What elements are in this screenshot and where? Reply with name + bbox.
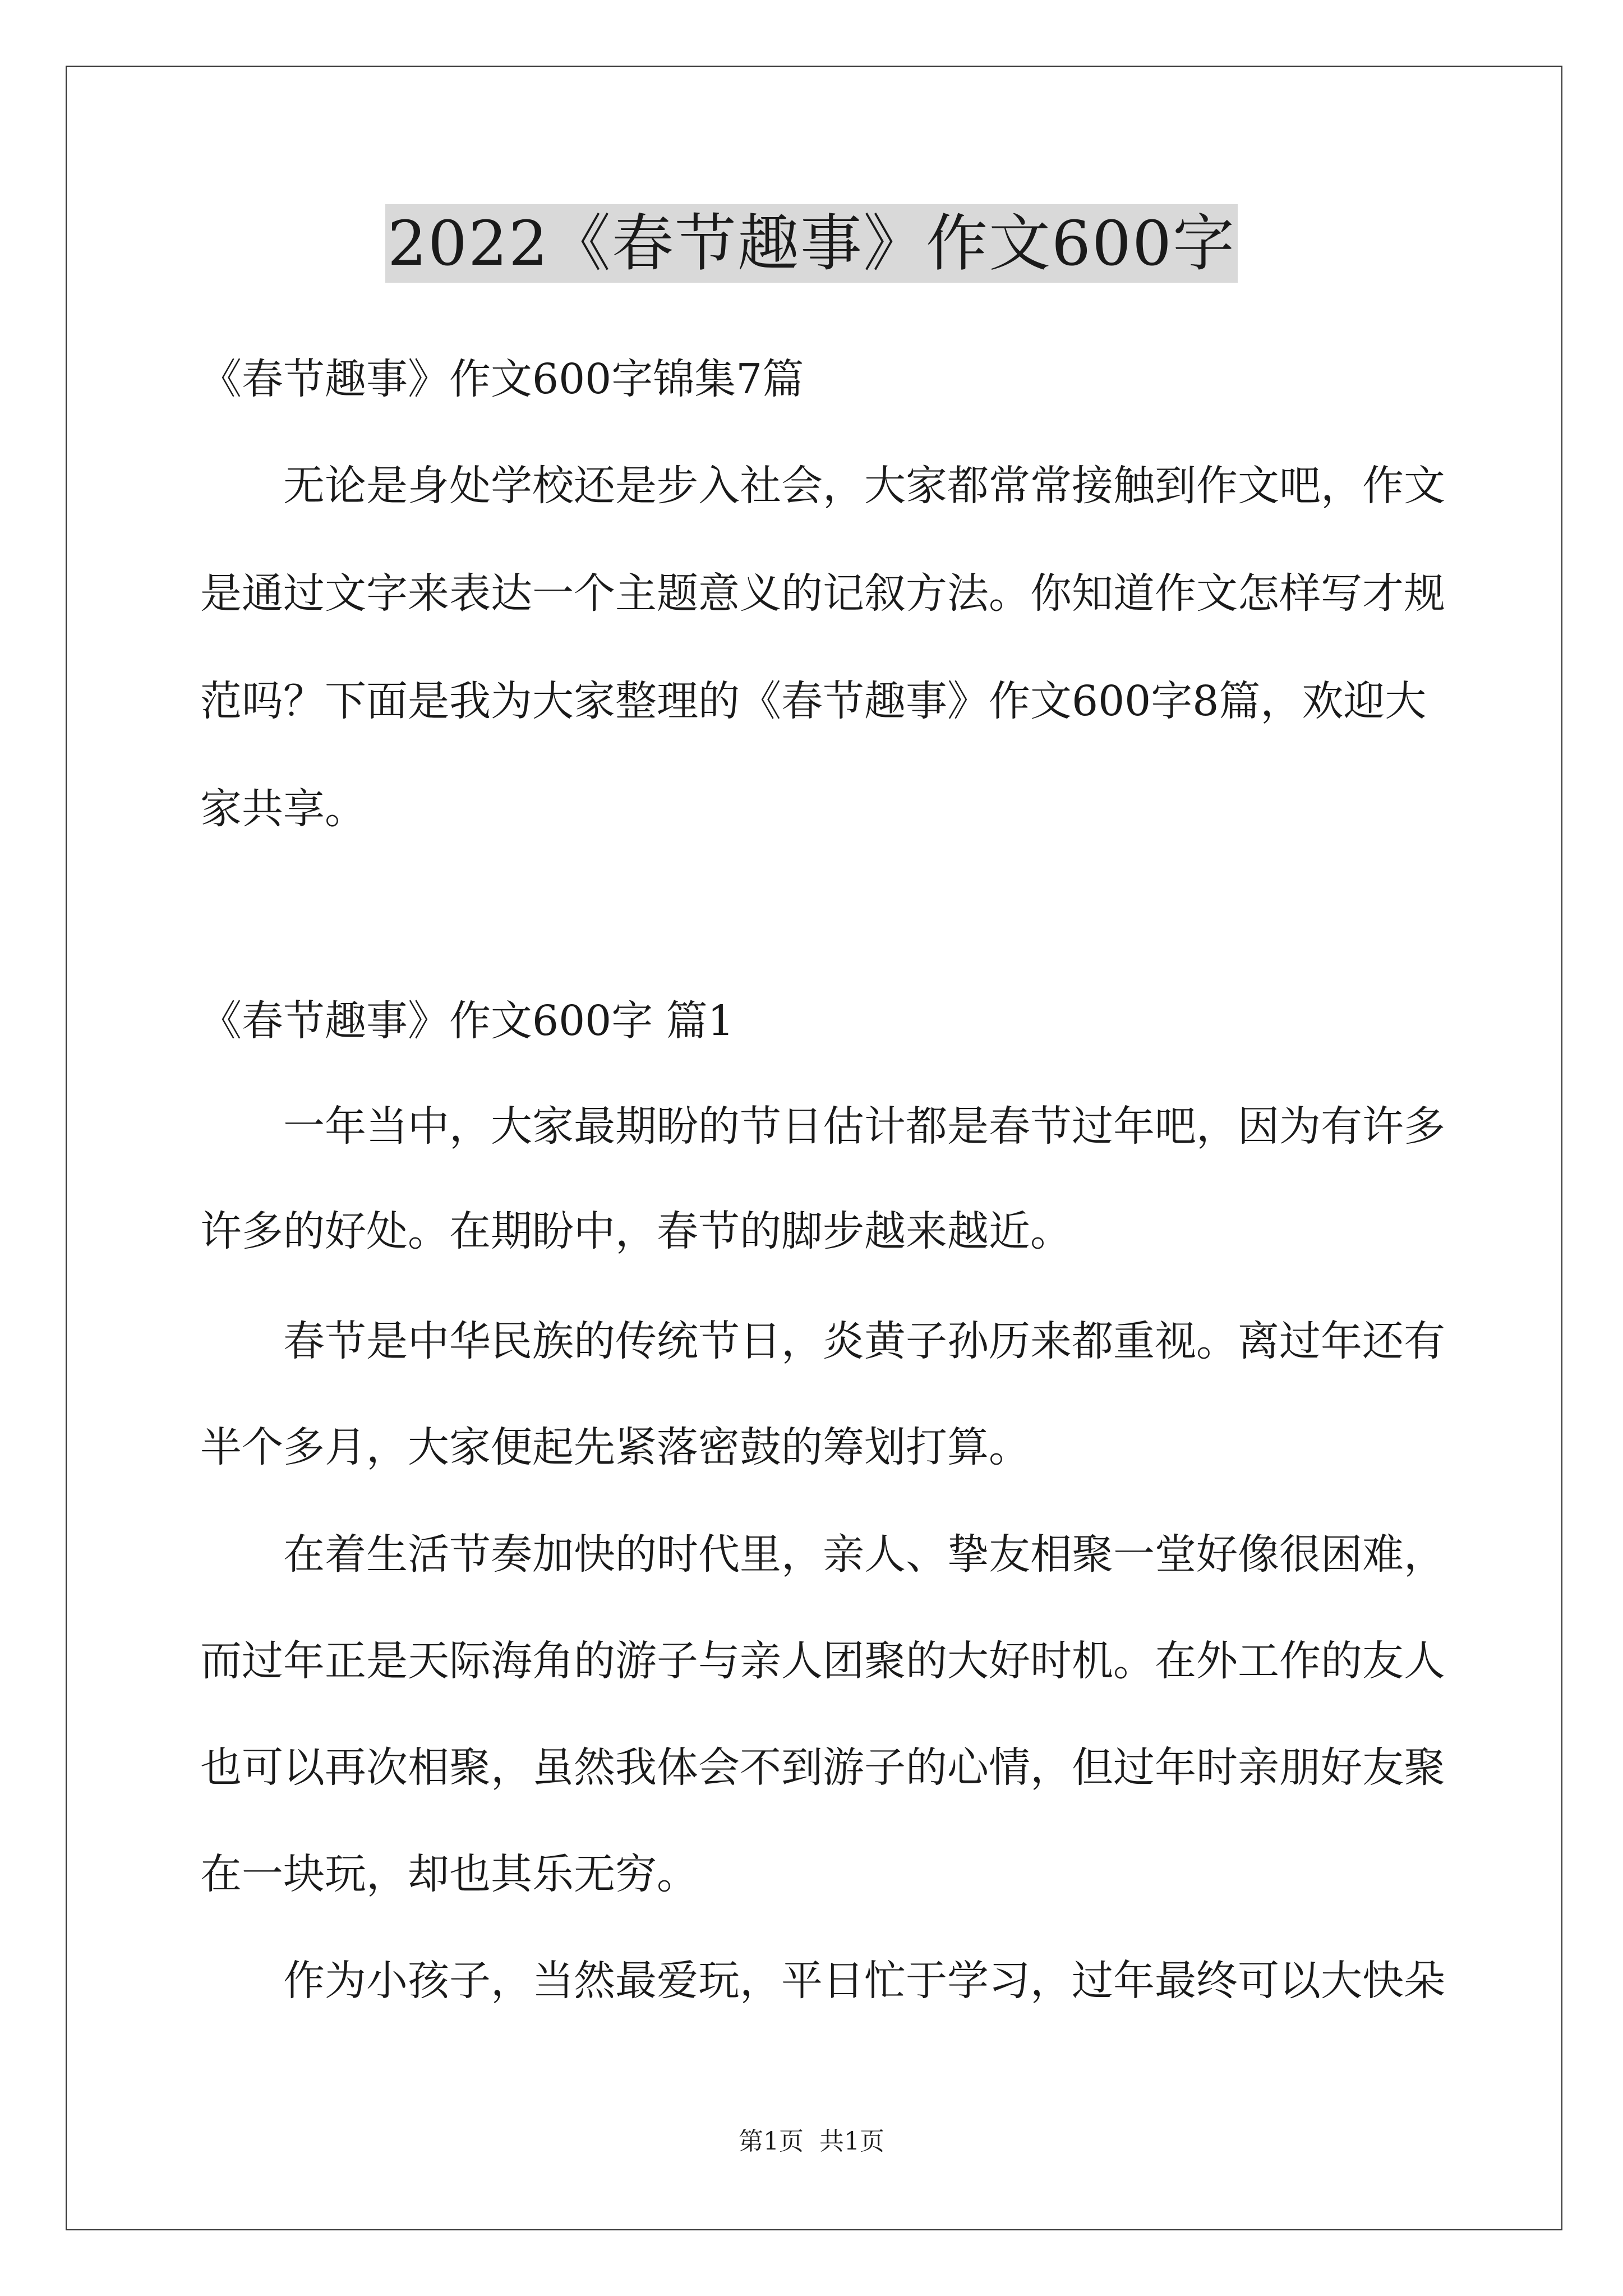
intro-line: 范吗？下面是我为大家整理的《春节趣事》作文600字8篇，欢迎大	[200, 677, 1427, 725]
paragraph-line: 也可以再次相聚，虽然我体会不到游子的心情，但过年时亲朋好友聚	[200, 1743, 1445, 1792]
page-number: 第1页	[739, 2127, 804, 2156]
paragraph-line: 作为小孩子，当然最爱玩，平日忙于学习，过年最终可以大快朵	[283, 1957, 1445, 2005]
title-container	[0, 204, 1623, 283]
intro-line: 无论是身处学校还是步入社会，大家都常常接触到作文吧，作文	[283, 462, 1445, 510]
document-title: 2022《春节趣事》作文600字	[385, 204, 1238, 283]
intro-line: 家共享。	[200, 785, 366, 833]
paragraph-line: 春节是中华民族的传统节日，炎黄子孙历来都重视。离过年还有	[283, 1317, 1445, 1365]
paragraph-line: 在着生活节奏加快的时代里，亲人、挚友相聚一堂好像很困难，	[283, 1530, 1445, 1579]
paragraph-line: 一年当中，大家最期盼的节日估计都是春节过年吧，因为有许多	[283, 1102, 1445, 1151]
paragraph-line: 在一块玩，却也其乐无穷。	[200, 1850, 698, 1898]
paragraph-line: 而过年正是天际海角的游子与亲人团聚的大好时机。在外工作的友人	[200, 1637, 1445, 1685]
paragraph-line: 半个多月，大家便起先紧落密鼓的筹划打算。	[200, 1423, 1030, 1471]
page-total: 共1页	[819, 2127, 884, 2156]
subtitle: 《春节趣事》作文600字锦集7篇	[200, 355, 804, 403]
section-heading: 《春节趣事》作文600字 篇1	[200, 997, 734, 1045]
paragraph-line: 许多的好处。在期盼中，春节的脚步越来越近。	[200, 1207, 1072, 1255]
page-footer	[0, 2126, 1623, 2157]
intro-line: 是通过文字来表达一个主题意义的记叙方法。你知道作文怎样写才规	[200, 569, 1445, 618]
